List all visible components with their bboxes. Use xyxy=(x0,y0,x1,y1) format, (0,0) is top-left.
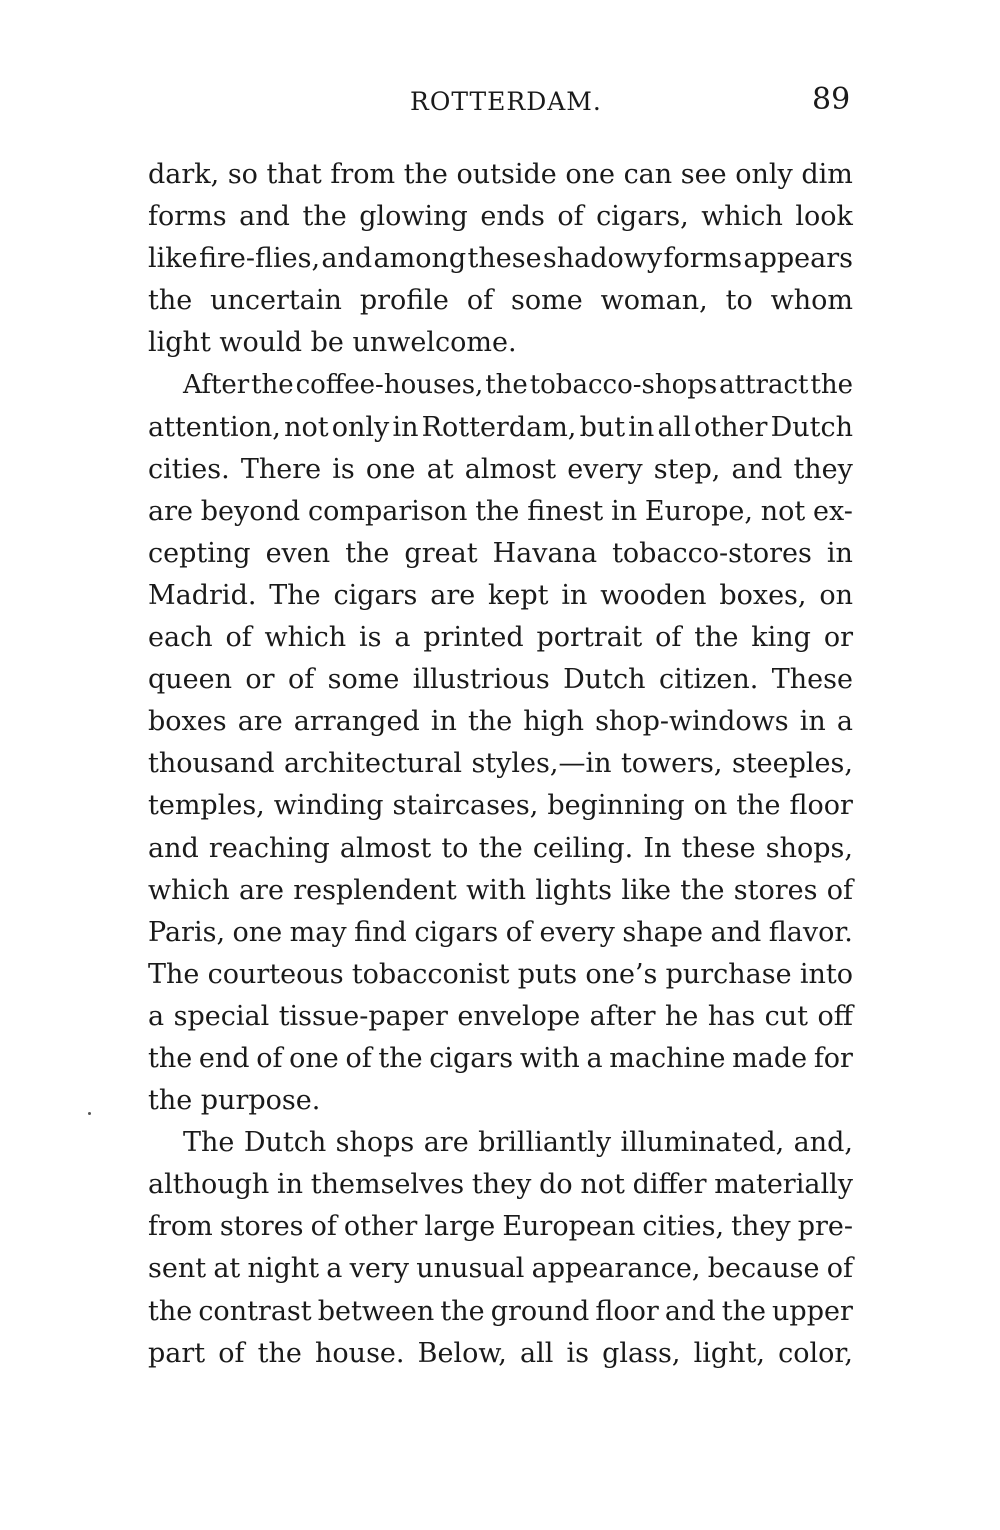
text-line: the uncertain profile of some woman, to whom xyxy=(148,285,853,317)
running-header-title: ROTTERDAM. xyxy=(410,87,602,116)
text-line: boxes are arranged in the high shop-windows in a xyxy=(148,706,853,738)
paragraph-start-line: After the coffee-houses, the tobacco-shops attract the xyxy=(183,370,853,401)
text-line: part of the house. Below, all is glass, light, color, xyxy=(148,1337,853,1369)
text-line: and reaching almost to the ceiling. In these shops, xyxy=(148,832,853,864)
text-line: which are resplendent with lights like the stores of xyxy=(148,874,853,906)
text-line: The courteous tobacconist puts one’s purchase into xyxy=(148,958,853,990)
text-line: temples, winding staircases, beginning on the floor xyxy=(148,790,853,822)
text-line: a special tissue-paper envelope after he has cut off xyxy=(148,1000,853,1032)
text-line: light would be unwelcome. xyxy=(148,327,517,359)
text-line: attention, not only in Rotterdam, but in all other Dutch xyxy=(148,411,853,443)
text-line: the contrast between the ground floor and the upper xyxy=(148,1295,853,1327)
text-line: cepting even the great Havana tobacco-stores in xyxy=(148,537,853,569)
text-line: thousand architectural styles,—in towers, steeples, xyxy=(148,748,853,780)
text-line: the purpose. xyxy=(148,1085,321,1117)
text-line: dark, so that from the outside one can see only dim xyxy=(148,159,853,190)
text-line: like fire-flies, and among these shadowy forms appears xyxy=(148,243,853,275)
body-text xyxy=(148,154,853,1375)
text-line: each of which is a printed portrait of the king or xyxy=(148,622,853,654)
text-line: the end of one of the cigars with a machine made for xyxy=(148,1042,853,1074)
page-number: 89 xyxy=(812,82,851,117)
text-line: Paris, one may find cigars of every shape and flavor. xyxy=(148,916,853,948)
text-line: forms and the glowing ends of cigars, which look xyxy=(148,201,853,233)
text-line: although in themselves they do not differ materially xyxy=(148,1169,853,1201)
text-line: from stores of other large European cities, they pre- xyxy=(148,1211,853,1243)
text-line: cities. There is one at almost every step, and they xyxy=(148,453,853,485)
text-line: sent at night a very unusual appearance, because of xyxy=(148,1253,853,1285)
text-line: are beyond comparison the finest in Europe, not ex- xyxy=(148,495,853,527)
text-line: queen or of some illustrious Dutch citizen. These xyxy=(148,664,853,696)
paragraph-start-line: The Dutch shops are brilliantly illuminated, and, xyxy=(183,1127,853,1159)
ink-speck xyxy=(88,1112,91,1115)
text-line: Madrid. The cigars are kept in wooden boxes, on xyxy=(148,579,853,611)
